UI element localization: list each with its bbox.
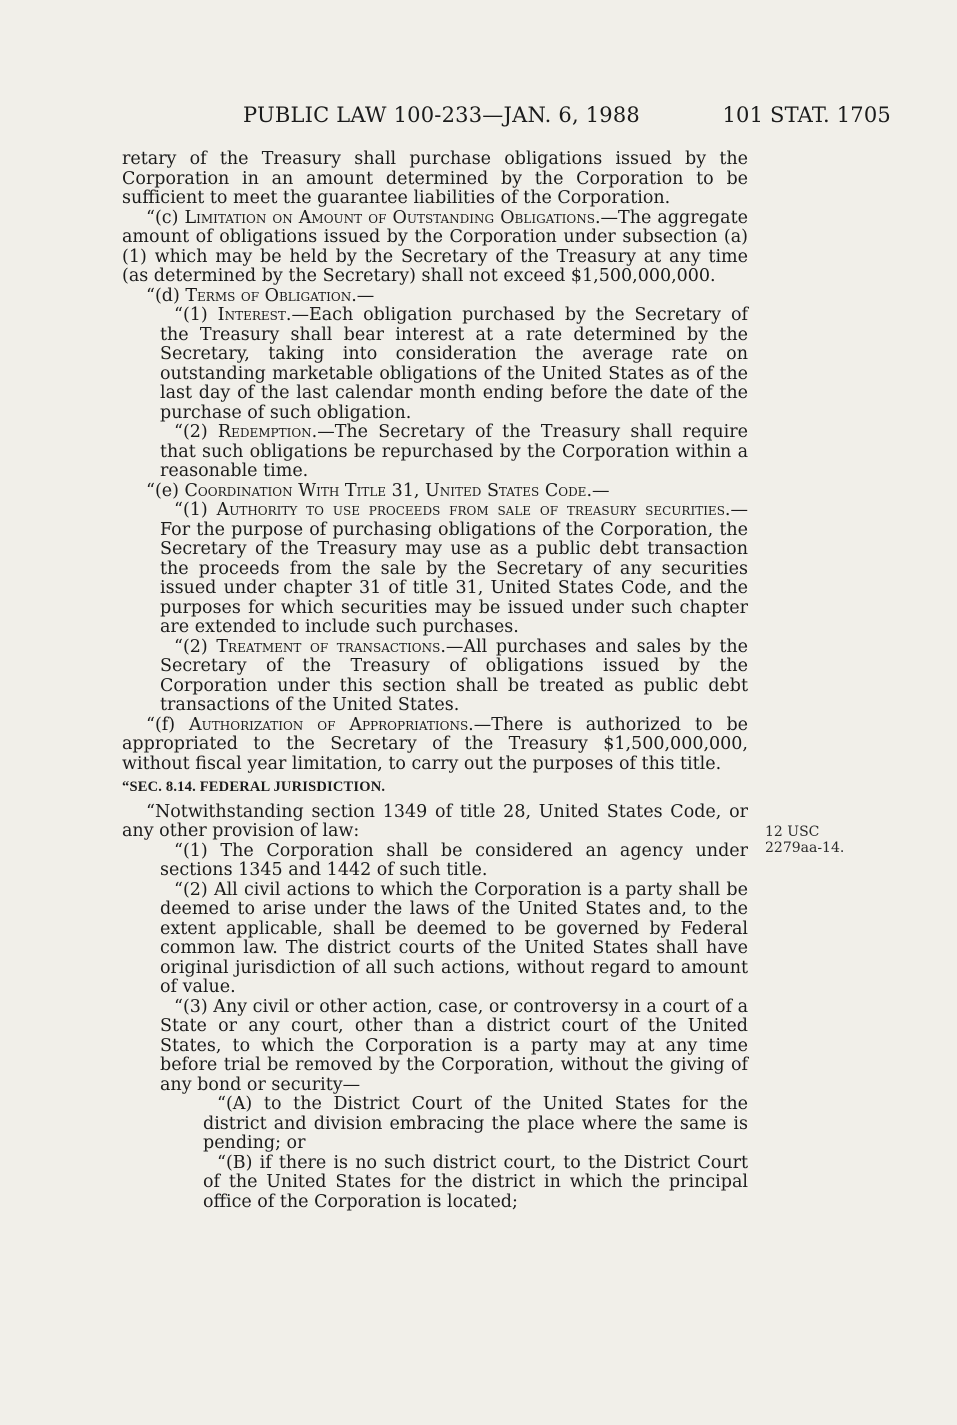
- paragraph-jurisdiction-1: “(1) The Corporation shall be considered an agency under sections 1345 and 1442 of such title.: [160, 840, 748, 880]
- paragraph-jurisdiction-3a: “(A) to the District Court of the United States for the district and division embracing the place where the same is pending; or: [203, 1094, 748, 1153]
- header-stat-citation: 101 STAT. 1705: [722, 103, 891, 127]
- d1-lead: “(1): [174, 305, 218, 325]
- e2-text: —All purchases and sales by the Secretary of the Treasury of obligations issued by the Corporation under this section shall be treated as public debt transactions of the United States.: [160, 636, 748, 715]
- margin-note-usc: [765, 824, 844, 856]
- section-heading: “SEC. 8.14. FEDERAL JURISDICTION.: [122, 779, 386, 795]
- paragraph-subsection-d: [122, 287, 748, 307]
- d1-text: —Each obligation purchased by the Secretary of the Treasury shall bear interest at a rate determined by the Secretary, taking into consideration the average rate on outstanding marketable obligations of the United States as of the last day of the last calendar month ending before the date of the purchase of such obligation.: [160, 305, 748, 423]
- statute-body: [122, 150, 748, 1212]
- d2-heading: Redemption.: [217, 422, 318, 442]
- e1-text: —For the purpose of purchasing obligations of the Corporation, the Secretary of the Treasury may use as a public debt transaction the proceeds from the sale by the Secretary of any securities issued under chapter 31 of title 31, United States Code, and the purposes for which securities may be issued under such chapter are extended to include such purchases.: [160, 500, 748, 637]
- paragraph-continuation: retary of the Treasury shall purchase obligations issued by the Corporation in an amount determined by the Corporation to be sufficient to meet the guarantee liabilities of the Corporation.: [122, 149, 748, 208]
- paragraph-e1-authority: [122, 501, 748, 638]
- e2-lead: “(2): [174, 636, 217, 657]
- subsection-c-lead: “(c): [146, 207, 185, 228]
- paragraph-subsection-f: [122, 716, 748, 775]
- paragraph-d1-interest: [122, 306, 748, 423]
- paragraph-jurisdiction-3b: “(B) if there is no such district court, to the District Court of the United States for the district in which the principal office of the Corporation is located;: [203, 1152, 748, 1212]
- page-header: [243, 103, 891, 133]
- subsection-c-text: —The aggregate amount of obligations issued by the Corporation under subsection (a)(1) which may be held by the Secretary of the Treasury at any time (as determined by the Secretary) shall not exceed $1,500,000,000.: [122, 207, 749, 286]
- e1-heading: Authority to use proceeds from sale of treasury securities.: [216, 500, 731, 520]
- subsection-e-lead: “(e): [146, 480, 185, 501]
- subsection-c-heading: Limitation on Amount of Outstanding Obligations.: [184, 207, 601, 228]
- subsection-f-lead: “(f): [146, 714, 190, 735]
- paragraph-d2-redemption: [122, 423, 748, 482]
- paragraph-subsection-c: [122, 209, 748, 287]
- e2-heading: Treatment of transactions.: [216, 636, 446, 657]
- margin-note-line1: 12 USC: [765, 824, 820, 840]
- paragraph-e2-treatment: [122, 638, 748, 716]
- subsection-e-text: —: [592, 480, 610, 501]
- subsection-d-text: —: [356, 285, 375, 306]
- e1-lead: “(1): [174, 500, 217, 520]
- margin-note-line2: 2279aa-14.: [765, 840, 845, 856]
- paragraph-jurisdiction-3: “(3) Any civil or other action, case, or controversy in a court of a State or any court, other than a district court of the United States, to which the Corporation is a party may at any time before trial be removed by the Corporation, without the giving of any bond or security—: [160, 996, 748, 1095]
- header-title: PUBLIC LAW 100-233—JAN. 6, 1988: [243, 103, 640, 127]
- d2-lead: “(2): [174, 422, 218, 442]
- subsection-d-heading: Terms of Obligation.: [185, 285, 357, 306]
- paragraph-subsection-e: [122, 482, 748, 502]
- subsection-d-lead: “(d): [146, 285, 186, 306]
- paragraph-jurisdiction-2: “(2) All civil actions to which the Corporation is a party shall be deemed to arise under the laws of the United States and, to the extent applicable, shall be deemed to be governed by Federal common law. The district courts of the United States shall have original jurisdiction of all such actions, without regard to amount of value.: [160, 879, 748, 997]
- subsection-f-heading: Authorization of Appropriations.: [189, 714, 474, 735]
- d2-text: —The Secretary of the Treasury shall require that such obligations be repurchased by the Corporation within a reasonable time.: [160, 422, 748, 481]
- subsection-f-text: —There is authorized to be appropriated to the Secretary of the Treasury $1,500,000,000, without fiscal year limitation, to carry out the purposes of this title.: [122, 714, 749, 774]
- d1-heading: Interest.: [217, 305, 292, 325]
- paragraph-notwithstanding: “Notwithstanding section 1349 of title 28, United States Code, or any other provision of law:: [122, 801, 748, 841]
- subsection-e-heading: Coordination With Title 31, United States Code.: [184, 480, 593, 501]
